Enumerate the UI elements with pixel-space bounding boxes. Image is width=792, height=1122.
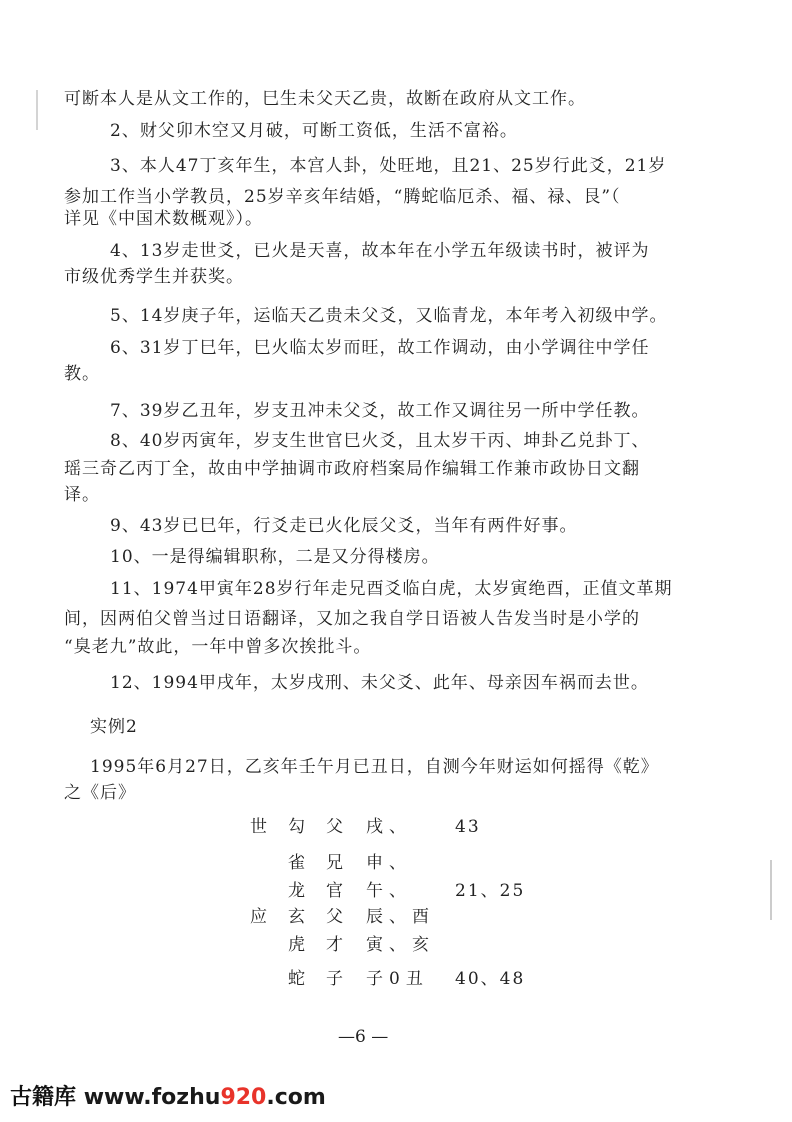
hexagram-six-god: 雀 xyxy=(288,853,319,873)
text-line: “臭老九”故此，一年中曾多次挨批斗。 xyxy=(64,637,372,657)
hexagram-branch: 申、 xyxy=(366,853,412,873)
watermark-url-prefix: www.fozhu xyxy=(83,1085,221,1110)
text-line: 间，因两伯父曾当过日语翻译，又加之我自学日语被人告发当时是小学的 xyxy=(64,609,640,629)
hexagram-relation: 官 xyxy=(326,881,357,901)
text-line: 译。 xyxy=(64,485,100,505)
text-line: 之《后》 xyxy=(64,783,136,803)
watermark-name: 古籍库 xyxy=(10,1085,77,1110)
hexagram-branch: 子0丑 xyxy=(366,969,429,989)
site-watermark xyxy=(10,1080,326,1111)
hexagram-branch: 寅、亥 xyxy=(366,935,435,955)
watermark-url-suffix: .com xyxy=(266,1085,326,1110)
hexagram-six-god: 蛇 xyxy=(288,969,319,989)
text-line: 10、一是得编辑职称，二是又分得楼房。 xyxy=(110,547,440,567)
text-line: 市级优秀学生并获奖。 xyxy=(64,267,244,287)
hexagram-six-god: 龙 xyxy=(288,881,319,901)
text-line: 6、31岁丁巳年，巳火临太岁而旺，故工作调动，由小学调往中学任 xyxy=(110,338,650,358)
text-line: 参加工作当小学教员，25岁辛亥年结婚，“腾蛇临厄杀、福、禄、艮”（ xyxy=(64,187,621,207)
hexagram-relation: 父 xyxy=(326,817,357,837)
scan-edge-mark xyxy=(770,860,772,920)
page-number: —6 — xyxy=(338,1027,389,1047)
watermark-url-digits: 920 xyxy=(220,1085,267,1110)
text-line: 1995年6月27日，乙亥年壬午月已丑日，自测今年财运如何摇得《乾》 xyxy=(90,757,659,777)
hexagram-six-god: 虎 xyxy=(288,935,319,955)
scan-edge-mark xyxy=(36,90,38,130)
text-line: 4、13岁走世爻，已火是天喜，故本年在小学五年级读书时，被评为 xyxy=(110,241,650,261)
hexagram-branch: 辰、酉 xyxy=(366,907,435,927)
text-line: 8、40岁丙寅年，岁支生世官巳火爻，且太岁干丙、坤卦乙兑卦丁、 xyxy=(110,431,650,451)
hexagram-relation: 才 xyxy=(326,935,357,955)
text-line: 教。 xyxy=(64,364,100,384)
text-line: 2、财父卯木空又月破，可断工资低，生活不富裕。 xyxy=(110,121,518,141)
hexagram-branch: 戌、 xyxy=(366,817,412,837)
hexagram-relation: 子 xyxy=(326,969,357,989)
hexagram-six-god: 勾 xyxy=(288,817,319,837)
hexagram-relation: 父 xyxy=(326,907,357,927)
hexagram-ages: 40、48 xyxy=(455,969,526,989)
hexagram-relation: 兄 xyxy=(326,853,357,873)
text-line: 3、本人47丁亥年生，本宫人卦，处旺地，且21、25岁行此爻，21岁 xyxy=(110,156,667,176)
text-line: 瑶三奇乙丙丁全，故由中学抽调市政府档案局作编辑工作兼市政协日文翻 xyxy=(64,459,640,479)
text-line: 详见《中国术数概观》）。 xyxy=(64,209,263,229)
hexagram-branch: 午、 xyxy=(366,881,412,901)
hexagram-six-god: 玄 xyxy=(288,907,319,927)
text-line: 9、43岁已巳年，行爻走已火化辰父爻，当年有两件好事。 xyxy=(110,516,578,536)
text-line: 11、1974甲寅年28岁行年走兄酉爻临白虎，太岁寅绝酉，正值文革期 xyxy=(110,579,673,599)
text-line: 7、39岁乙丑年，岁支丑冲未父爻，故工作又调往另一所中学任教。 xyxy=(110,401,650,421)
hexagram-ages: 43 xyxy=(455,817,481,837)
text-line: 5、14岁庚子年，运临天乙贵未父爻，又临青龙，本年考入初级中学。 xyxy=(110,306,668,326)
hexagram-mark: 应 xyxy=(250,907,281,927)
hexagram-mark: 世 xyxy=(250,817,281,837)
text-line: 实例2 xyxy=(90,717,138,737)
text-line: 12、1994甲戌年，太岁戌刑、未父爻、此年、母亲因车祸而去世。 xyxy=(110,673,649,693)
hexagram-ages: 21、25 xyxy=(455,881,526,901)
text-line: 可断本人是从文工作的，巳生未父天乙贵，故断在政府从文工作。 xyxy=(64,89,586,109)
